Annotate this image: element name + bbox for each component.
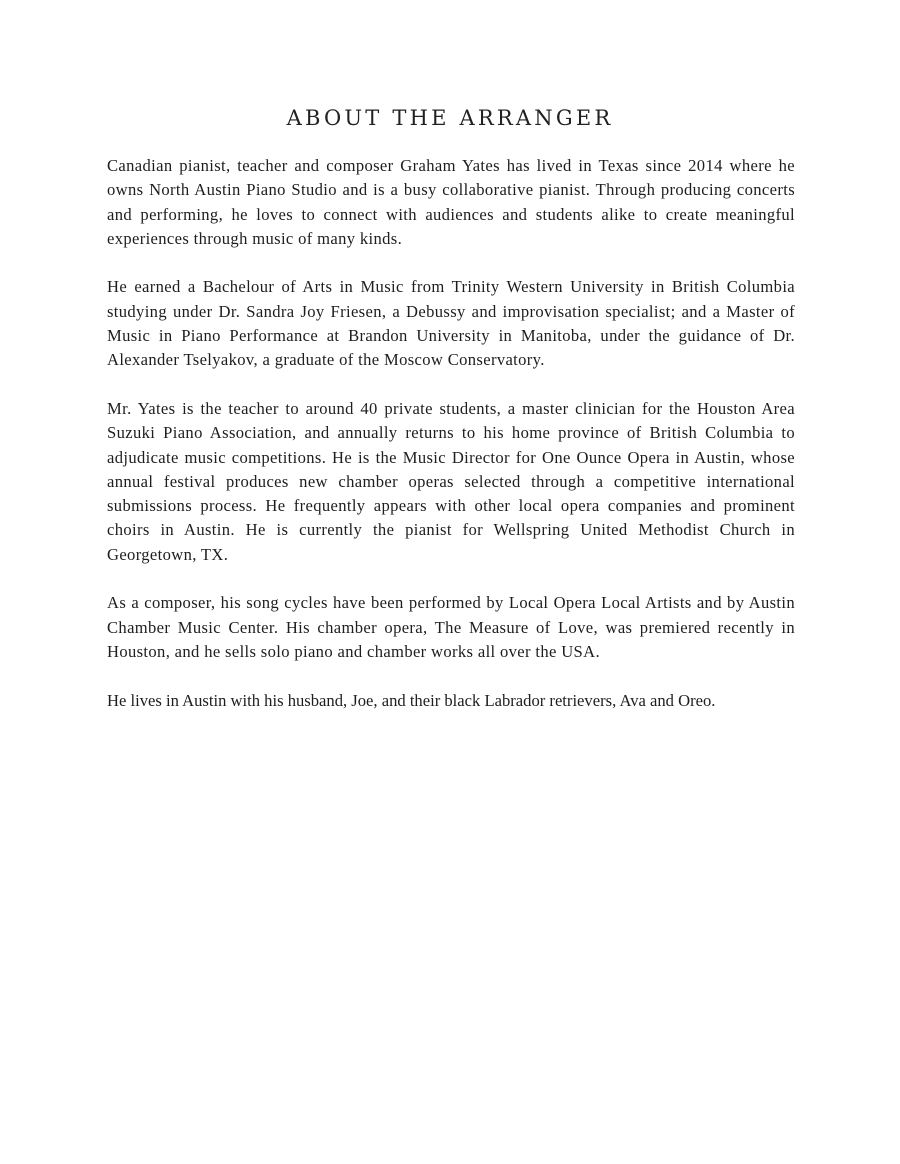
paragraph-intro: Canadian pianist, teacher and composer Graham Yates has lived in Texas since 2014 where he owns North Austin Piano Studio and is a busy collaborative pianist. Through producing concerts and performing, he loves to connect with audiences and students alike to create meaningful experiences through music of many kinds. — [107, 156, 795, 248]
paragraph-education: He earned a Bachelour of Arts in Music from Trinity Western University in British Columbia studying under Dr. Sandra Joy Friesen, a Debussy and improvisation specialist; and a Master of Music in Piano Performance at Brandon University in Manitoba, under the guidance of Dr. Alexander Tselyakov, a graduate of the Moscow Conservatory. — [107, 277, 795, 370]
document-body — [107, 154, 795, 737]
paragraph-composer: As a composer, his song cycles have been performed by Local Opera Local Artists and by Austin Chamber Music Center. His chamber opera, The Measure of Love, was premiered recently in Houston, and he sells solo piano and chamber works all over the USA. — [107, 593, 795, 661]
page-title: ABOUT THE ARRANGER — [286, 106, 614, 130]
paragraph-personal: He lives in Austin with his husband, Joe, and their black Labrador retrievers, Ava and Oreo. — [107, 690, 716, 710]
paragraph-career: Mr. Yates is the teacher to around 40 private students, a master clinician for the Houston Area Suzuki Piano Association, and annually returns to his home province of British Columbia to adjudicate music competitions. He is the Music Director for One Ounce Opera in Austin, whose annual festival produces new chamber operas selected through a competitive international submissions process. He frequently appears with other local opera companies and prominent choirs in Austin. He is currently the pianist for Wellspring United Methodist Church in Georgetown, TX. — [107, 398, 795, 564]
